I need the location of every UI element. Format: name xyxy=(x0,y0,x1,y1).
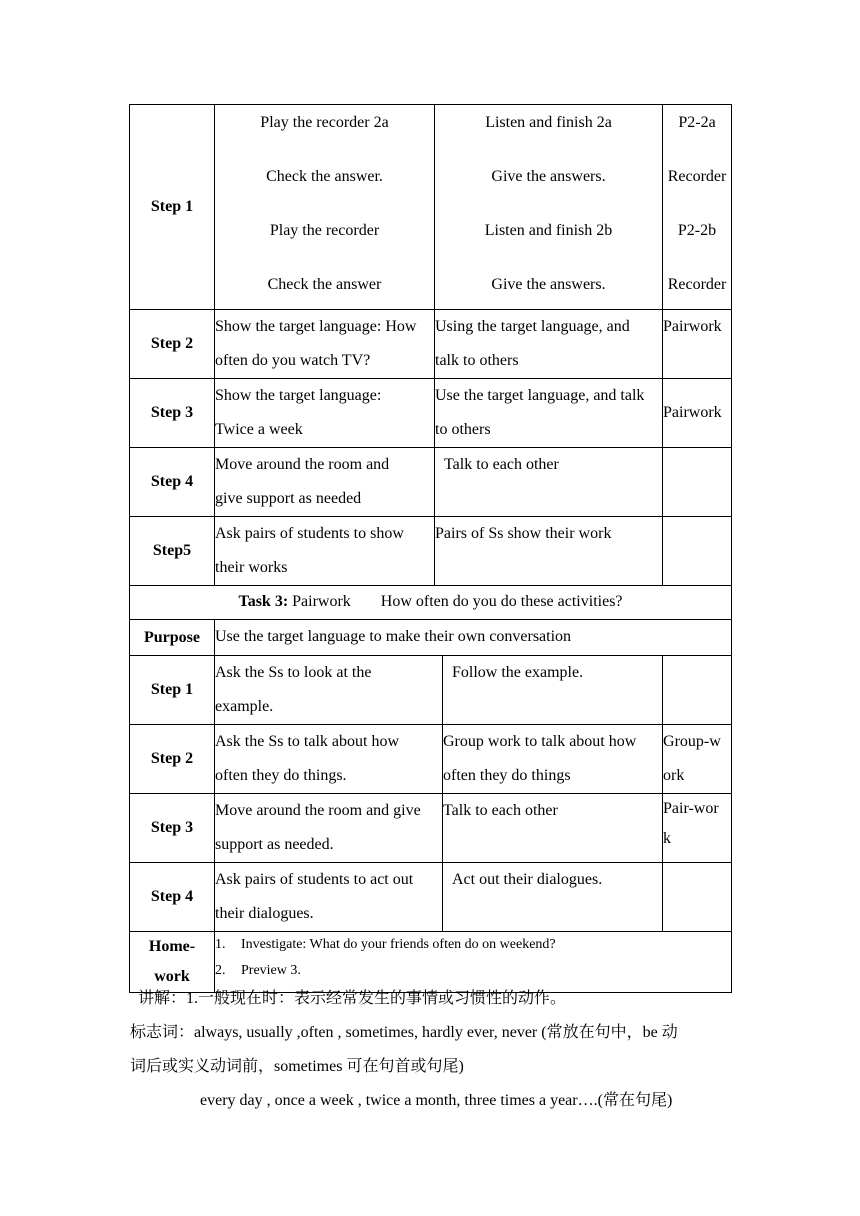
student-line: Listen and finish 2a xyxy=(485,114,612,131)
task-type: Pairwork xyxy=(292,593,351,610)
student-line: Listen and finish 2b xyxy=(484,222,613,239)
teacher-line: Move around the room and xyxy=(215,456,390,473)
student-line: Follow the example. xyxy=(452,664,584,681)
task-header xyxy=(130,586,732,620)
student-activity xyxy=(435,310,663,379)
step-label: Step 3 xyxy=(130,794,215,863)
teacher-activity xyxy=(215,794,443,863)
task-row xyxy=(130,586,732,620)
resources: Pairwork xyxy=(663,379,732,448)
student-line: Using the target language, and xyxy=(435,318,630,335)
step-label: Step 1 xyxy=(130,656,215,725)
student-activity xyxy=(435,105,663,310)
step-label: Step5 xyxy=(130,517,215,586)
teacher-line: Ask pairs of students to show xyxy=(215,525,404,542)
teacher-line: often do you watch TV? xyxy=(215,352,371,369)
note-line: 词后或实义动词前，sometimes 可在句首或句尾) xyxy=(130,1058,464,1075)
task-question: How often do you do these activities? xyxy=(380,593,623,610)
homework-label-line: Home- xyxy=(148,938,196,955)
step-label: Step 4 xyxy=(130,448,215,517)
teacher-line: Ask the Ss to look at the xyxy=(215,664,372,681)
note-line: 讲解：1.一般现在时：表示经常发生的事情或习惯性的动作。 xyxy=(138,990,567,1007)
table-row xyxy=(130,448,732,517)
step-label: Step 1 xyxy=(130,105,215,310)
student-line: Talk to each other xyxy=(444,456,559,473)
list-number: 1. xyxy=(215,937,226,952)
task-label: Task 3: xyxy=(238,593,289,610)
teacher-activity xyxy=(215,448,435,517)
teacher-line: Move around the room and give xyxy=(215,802,421,819)
table-row xyxy=(130,310,732,379)
teacher-line: Show the target language: How xyxy=(215,318,417,335)
purpose-label: Purpose xyxy=(130,620,215,656)
teacher-line: Ask pairs of students to act out xyxy=(215,871,414,888)
table-row xyxy=(130,517,732,586)
step-label: Step 4 xyxy=(130,863,215,932)
purpose-text: Use the target language to make their own conversation xyxy=(215,620,732,656)
list-item xyxy=(215,932,731,958)
table-row xyxy=(130,105,732,310)
teacher-line: Show the target language: xyxy=(215,387,382,404)
table-row xyxy=(130,794,732,863)
homework-label xyxy=(130,932,215,993)
resources xyxy=(663,656,732,725)
resource-line: Recorder xyxy=(667,168,727,185)
resources xyxy=(663,794,732,863)
table-row xyxy=(130,379,732,448)
list-item xyxy=(215,958,731,984)
teacher-line: support as needed. xyxy=(215,836,334,853)
list-text: Investigate: What do your friends often do on weekend? xyxy=(241,937,556,952)
teacher-activity xyxy=(215,656,443,725)
resources: Pairwork xyxy=(663,310,732,379)
teacher-line: Check the answer xyxy=(267,276,382,293)
homework-label-line: work xyxy=(154,968,190,985)
student-line: to others xyxy=(435,421,491,438)
teacher-line: often they do things. xyxy=(215,767,347,784)
student-activity xyxy=(435,379,663,448)
teacher-line: Play the recorder 2a xyxy=(260,114,389,131)
student-line: Talk to each other xyxy=(443,802,558,819)
table-row xyxy=(130,725,732,794)
list-number: 2. xyxy=(215,963,226,978)
resources xyxy=(663,517,732,586)
student-line: Group work to talk about how xyxy=(443,733,637,750)
student-activity xyxy=(443,725,663,794)
teacher-line: example. xyxy=(215,698,274,715)
teacher-line: Play the recorder xyxy=(269,222,380,239)
step-label: Step 2 xyxy=(130,725,215,794)
teacher-line: Twice a week xyxy=(215,421,303,438)
teacher-activity xyxy=(215,105,435,310)
table-row xyxy=(130,656,732,725)
student-activity xyxy=(443,794,663,863)
resource-line: P2-2b xyxy=(677,222,717,239)
note-line: 标志词：always, usually ,often , sometimes, hardly ever, never (常放在句中，be 动 xyxy=(130,1024,678,1041)
teacher-line: Check the answer. xyxy=(266,168,383,185)
teacher-activity xyxy=(215,310,435,379)
student-line: Give the answers. xyxy=(491,276,606,293)
student-line: talk to others xyxy=(435,352,519,369)
student-line: Pairs of Ss show their work xyxy=(435,525,612,542)
student-activity xyxy=(443,863,663,932)
teacher-line: their works xyxy=(215,559,288,576)
teacher-activity xyxy=(215,725,443,794)
student-activity xyxy=(443,656,663,725)
lesson-plan-table xyxy=(129,104,732,993)
student-line: Use the target language, and talk xyxy=(435,387,645,404)
resources xyxy=(663,863,732,932)
teacher-activity xyxy=(215,379,435,448)
homework-list xyxy=(215,932,732,993)
teacher-line: give support as needed xyxy=(215,490,362,507)
resource-line: Recorder xyxy=(667,276,727,293)
teacher-line: their dialogues. xyxy=(215,905,314,922)
resource-line: ork xyxy=(663,767,685,784)
resources xyxy=(663,448,732,517)
teacher-activity xyxy=(215,517,435,586)
note-line: every day , once a week , twice a month, three times a year….(常在句尾) xyxy=(200,1092,673,1109)
student-line: often they do things xyxy=(443,767,571,784)
purpose-row xyxy=(130,620,732,656)
teacher-line: Ask the Ss to talk about how xyxy=(215,733,399,750)
teacher-activity xyxy=(215,863,443,932)
student-line: Give the answers. xyxy=(491,168,606,185)
resource-line: k xyxy=(663,830,672,847)
step-label: Step 2 xyxy=(130,310,215,379)
resources xyxy=(663,105,732,310)
resources xyxy=(663,725,732,794)
resource-line: P2-2a xyxy=(678,114,716,131)
resource-line: Group-w xyxy=(663,733,721,750)
table-row xyxy=(130,863,732,932)
student-line: Act out their dialogues. xyxy=(452,871,603,888)
homework-row xyxy=(130,932,732,993)
resource-line: Pair-wor xyxy=(663,800,719,817)
student-activity xyxy=(435,448,663,517)
student-activity xyxy=(435,517,663,586)
list-text: Preview 3. xyxy=(241,963,301,978)
step-label: Step 3 xyxy=(130,379,215,448)
